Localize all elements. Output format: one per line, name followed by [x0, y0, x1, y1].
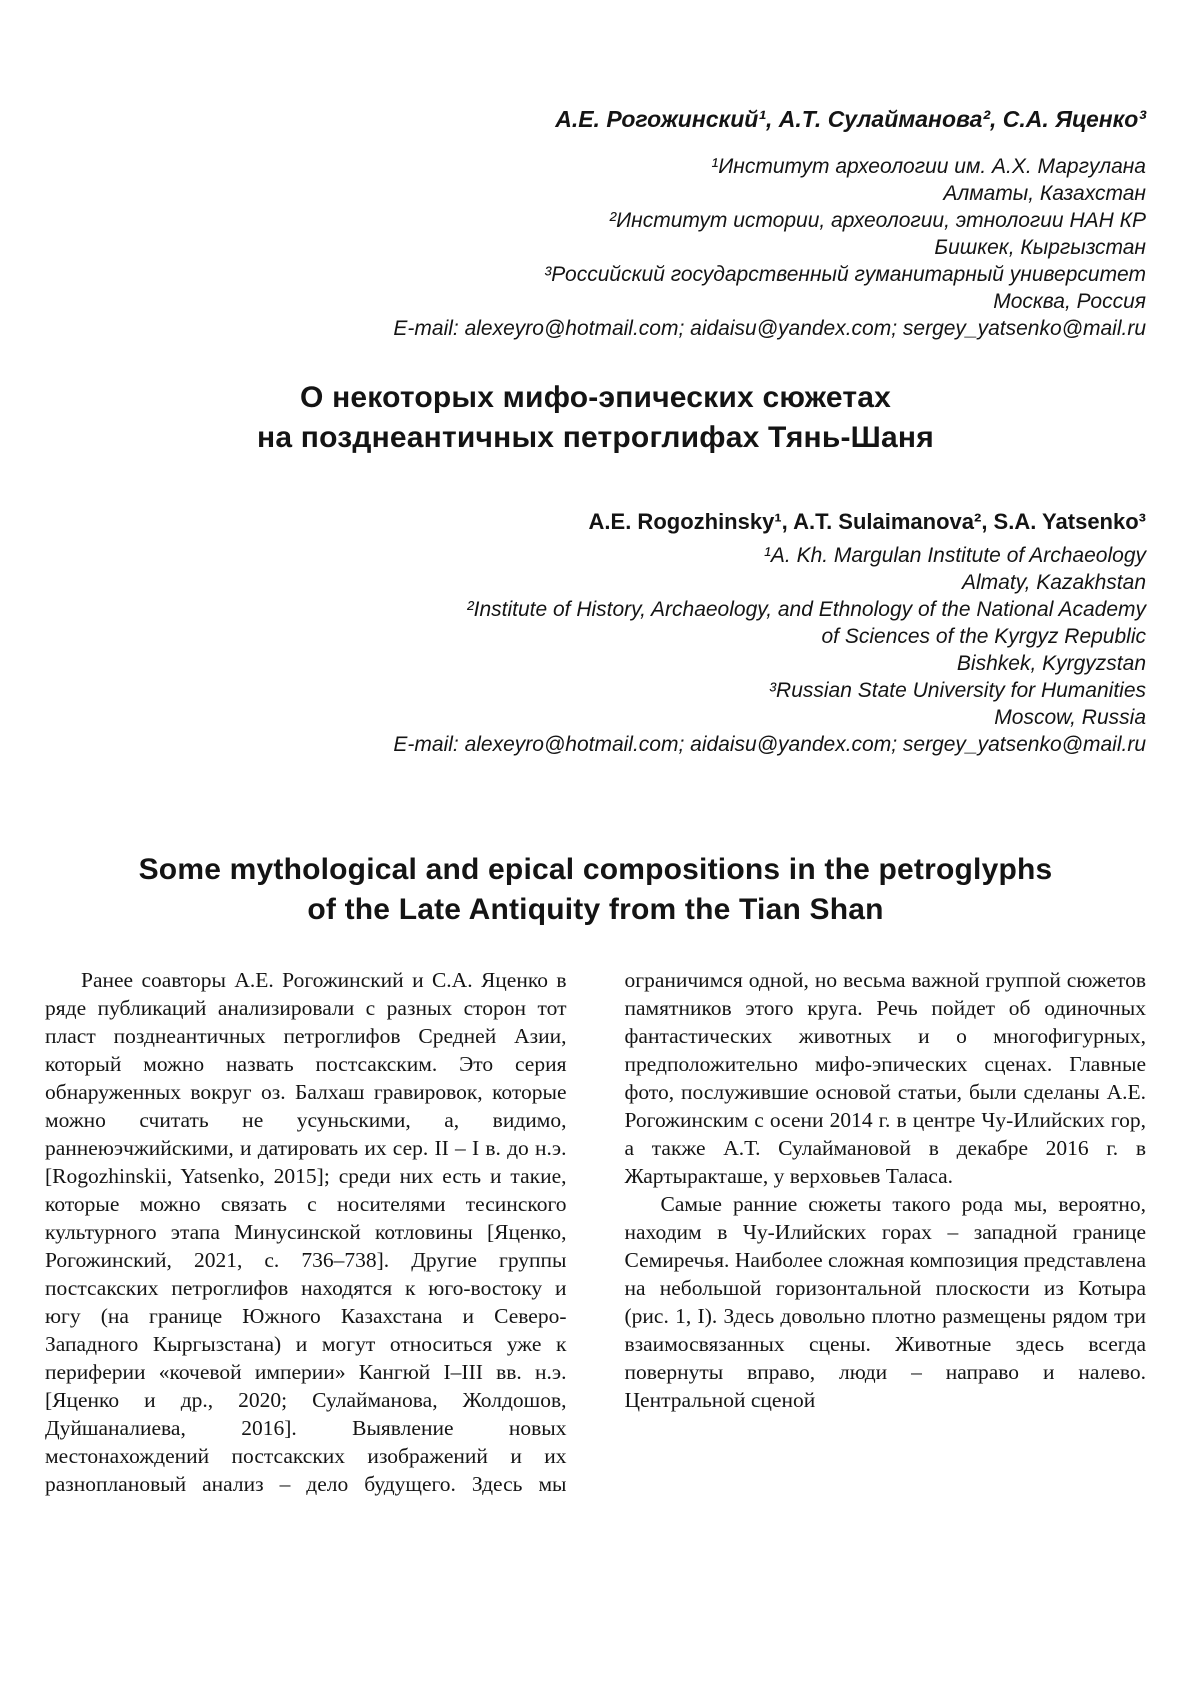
affiliation-line: Москва, Россия: [993, 290, 1146, 313]
affiliation-line: of Sciences of the Kyrgyz Republic: [821, 625, 1146, 648]
affiliation-line: Алматы, Казахстан: [943, 182, 1146, 205]
english-header: [45, 508, 1146, 758]
affiliation-line: Almaty, Kazakhstan: [961, 571, 1146, 594]
affiliations-en: [45, 542, 1146, 758]
authors-line-ru: А.Е. Рогожинский¹, А.Т. Сулайманова², С.А. Яценко³: [555, 106, 1146, 132]
body-paragraph-1: Ранее соавторы А.Е. Рогожинский и С.А. Яценко в ряде публикаций анализировали с разных сторон тот пласт позднеантичных петроглифов Средней Азии, который можно назвать постсакским. Это серия обнаруженных вокруг оз. Балхаш гравировок, которые можно считать не усуньскими, а, видимо, раннеюэчжийскими, и датировать их сер. II – I в. до н.э. [Rogozhinskii, Yatsenko, 2015]; среди них есть и такие, которые можно связать с носителями тесинского культурного этапа Минусинской котловины [Яценко, Рогожинский, 2021, с. 736–738]. Другие группы постсакских петроглифов находятся к юго-востоку и югу (на границе Южного Казахстана и Северо-Западного Кыргызстана) и могут относиться уже к периферии «кочевой империи» Кангюй I–III вв. н.э. [Яценко и др., 2020; Сулайманова, Жолдошов, Дуйшаналиева, 2016]. Выявление новых местонахождений постсакских изображений и их разноплановый анализ – дело будущего. Здесь мы ограничимся одной, но весьма важной группой сюжетов памятников этого круга. Речь пойдет об одиночных фантастических животных и о многофигурных, предположительно мифо-эпических сценах. Главные фото, послужившие основой статьи, были сделаны А.Е. Рогожинским с осени 2014 г. в центре Чу-Илийских гор, а также А.Т. Сулаймановой в декабре 2016 г. в Жартыракташе, у верховьев Таласа.: [45, 968, 1146, 1496]
affiliation-line: Moscow, Russia: [994, 706, 1146, 729]
email-line-en: E-mail: alexeyro@hotmail.com; aidaisu@yandex.com; sergey_yatsenko@mail.ru: [393, 733, 1146, 756]
affiliations-ru: [45, 153, 1146, 342]
authors-line-en: A.E. Rogozhinsky¹, A.T. Sulaimanova², S.A. Yatsenko³: [588, 509, 1146, 534]
affiliation-line: ¹Институт археологии им. А.Х. Маргулана: [711, 155, 1146, 178]
russian-header: [45, 105, 1146, 342]
article-title-en: [45, 850, 1146, 930]
affiliation-line: ²Институт истории, археологии, этнологии НАН КР: [609, 209, 1146, 232]
affiliation-line: ³Российский государственный гуманитарный университет: [544, 263, 1146, 286]
article-body: [45, 966, 1146, 1512]
affiliation-line: Бишкек, Кыргызстан: [934, 236, 1146, 259]
affiliation-line: ¹A. Kh. Margulan Institute of Archaeology: [763, 544, 1146, 567]
email-line-ru: E-mail: alexeyro@hotmail.com; aidaisu@yandex.com; sergey_yatsenko@mail.ru: [393, 317, 1146, 340]
affiliation-line: ²Institute of History, Archaeology, and Ethnology of the National Academy: [466, 598, 1146, 621]
title-ru-line-2: на позднеантичных петроглифах Тянь-Шаня: [257, 421, 934, 454]
affiliation-line: Bishkek, Kyrgyzstan: [956, 652, 1146, 675]
affiliation-line: ³Russian State University for Humanities: [769, 679, 1146, 702]
article-title-ru: [45, 378, 1146, 458]
title-en-line-1: Some mythological and epical compositions in the petroglyphs: [138, 853, 1053, 886]
body-paragraph-2: Самые ранние сюжеты такого рода мы, вероятно, находим в Чу-Илийских горах – западной границе Семиречья. Наиболее сложная композиция представлена на небольшой горизонтальной плоскости из Котыра (рис. 1, I). Здесь довольно плотно размещены рядом три взаимосвязанных сцены. Животные здесь всегда повернуты вправо, люди – направо и налево. Центральной сценой: [624, 1192, 1146, 1412]
title-ru-line-1: О некоторых мифо-эпических сюжетах: [300, 381, 891, 414]
title-en-line-2: of the Late Antiquity from the Tian Shan: [307, 893, 884, 926]
